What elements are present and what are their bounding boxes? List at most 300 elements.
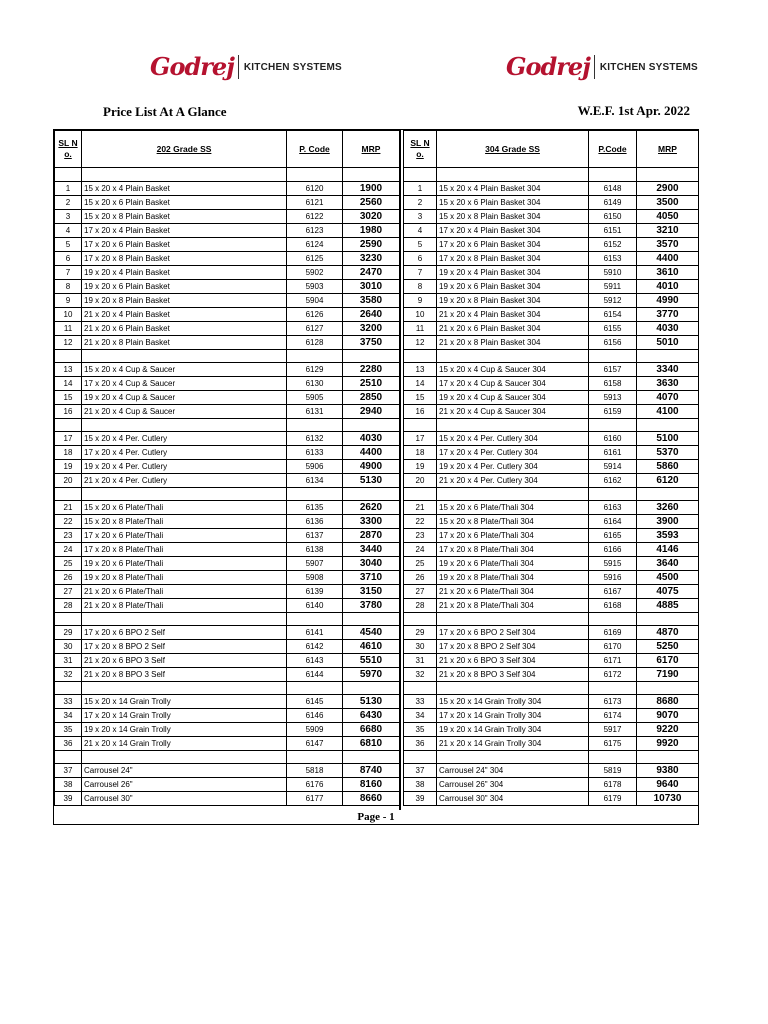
description-cell: 17 x 20 x 6 Plate/Thali	[82, 529, 287, 543]
table-row	[55, 280, 400, 294]
mrp-cell: 5100	[637, 432, 699, 446]
p-code-cell: 6159	[589, 405, 637, 419]
p-code-cell: 6146	[287, 709, 343, 723]
sl-no-cell: 24	[55, 543, 82, 557]
table-row	[55, 210, 400, 224]
mrp-cell: 8160	[343, 778, 400, 792]
description-cell: Carrousel 30" 304	[437, 792, 589, 806]
spacer-row	[55, 613, 400, 626]
brand-label: KITCHEN SYSTEMS	[243, 61, 342, 73]
spacer-row	[55, 751, 400, 764]
spacer-cell	[343, 168, 400, 182]
table-row	[55, 266, 400, 280]
sl-no-cell: 16	[404, 405, 437, 419]
description-cell: 19 x 20 x 14 Grain Trolly	[82, 723, 287, 737]
table-row	[55, 668, 400, 682]
p-code-cell: 6179	[589, 792, 637, 806]
table-row	[404, 626, 699, 640]
p-code-cell: 6155	[589, 322, 637, 336]
description-cell: 15 x 20 x 4 Per. Cutlery	[82, 432, 287, 446]
spacer-cell	[82, 488, 287, 501]
mrp-cell: 1900	[343, 182, 400, 196]
description-cell: 17 x 20 x 4 Cup & Saucer	[82, 377, 287, 391]
grade-202-rows	[55, 168, 400, 806]
sl-no-cell: 15	[55, 391, 82, 405]
sl-no-cell: 17	[55, 432, 82, 446]
spacer-cell	[404, 488, 437, 501]
p-code-cell: 6157	[589, 363, 637, 377]
table-row	[404, 210, 699, 224]
p-code-cell: 6149	[589, 196, 637, 210]
table-row	[404, 280, 699, 294]
table-row	[404, 432, 699, 446]
p-code-cell: 6147	[287, 737, 343, 751]
table-row	[404, 543, 699, 557]
mrp-cell: 3020	[343, 210, 400, 224]
sl-no-cell: 17	[404, 432, 437, 446]
p-code-cell: 5911	[589, 280, 637, 294]
spacer-cell	[82, 613, 287, 626]
spacer-cell	[589, 168, 637, 182]
table-row	[55, 764, 400, 778]
table-row	[55, 723, 400, 737]
p-code-cell: 6168	[589, 599, 637, 613]
spacer-cell	[589, 488, 637, 501]
table-row	[55, 377, 400, 391]
spacer-cell	[287, 613, 343, 626]
spacer-cell	[343, 419, 400, 432]
description-cell: 19 x 20 x 4 Plain Basket	[82, 266, 287, 280]
table-row	[404, 363, 699, 377]
mrp-cell: 7190	[637, 668, 699, 682]
p-code-cell: 5912	[589, 294, 637, 308]
sl-no-cell: 26	[404, 571, 437, 585]
table-row	[55, 599, 400, 613]
sl-no-cell: 6	[55, 252, 82, 266]
p-code-cell: 6177	[287, 792, 343, 806]
p-code-cell: 6122	[287, 210, 343, 224]
table-row	[404, 585, 699, 599]
sl-no-cell: 36	[404, 737, 437, 751]
sl-no-cell: 28	[404, 599, 437, 613]
sl-no-cell: 8	[404, 280, 437, 294]
table-row	[55, 626, 400, 640]
p-code-cell: 6134	[287, 474, 343, 488]
sl-no-cell: 34	[404, 709, 437, 723]
mrp-cell: 3150	[343, 585, 400, 599]
p-code-cell: 6154	[589, 308, 637, 322]
page-number: Page - 1	[357, 811, 395, 823]
table-row	[55, 640, 400, 654]
sl-no-cell: 8	[55, 280, 82, 294]
mrp-cell: 4400	[343, 446, 400, 460]
sl-no-cell: 39	[404, 792, 437, 806]
spacer-cell	[82, 682, 287, 695]
spacer-row	[55, 682, 400, 695]
description-cell: 15 x 20 x 6 Plate/Thali	[82, 501, 287, 515]
p-code-cell: 5914	[589, 460, 637, 474]
sl-no-cell: 16	[55, 405, 82, 419]
mrp-cell: 4540	[343, 626, 400, 640]
spacer-cell	[82, 350, 287, 363]
spacer-cell	[589, 350, 637, 363]
spacer-row	[404, 488, 699, 501]
sl-no-cell: 32	[55, 668, 82, 682]
description-cell: 19 x 20 x 6 Plate/Thali	[82, 557, 287, 571]
spacer-cell	[343, 613, 400, 626]
header-p-code: P.Code	[589, 131, 637, 168]
mrp-cell: 4050	[637, 210, 699, 224]
sl-no-cell: 34	[55, 709, 82, 723]
mrp-cell: 6170	[637, 654, 699, 668]
p-code-cell: 6148	[589, 182, 637, 196]
spacer-cell	[637, 682, 699, 695]
table-row	[55, 460, 400, 474]
p-code-cell: 6156	[589, 336, 637, 350]
brand-divider	[238, 55, 239, 79]
mrp-cell: 4100	[637, 405, 699, 419]
sl-no-cell: 10	[55, 308, 82, 322]
spacer-row	[404, 751, 699, 764]
table-row	[55, 529, 400, 543]
table-row	[404, 599, 699, 613]
table-row	[404, 266, 699, 280]
spacer-cell	[637, 751, 699, 764]
description-cell: 17 x 20 x 8 BPO 2 Self 304	[437, 640, 589, 654]
mrp-cell: 3340	[637, 363, 699, 377]
sl-no-cell: 36	[55, 737, 82, 751]
sl-no-cell: 37	[55, 764, 82, 778]
sl-no-cell: 29	[404, 626, 437, 640]
mrp-cell: 3593	[637, 529, 699, 543]
sl-no-cell: 1	[404, 182, 437, 196]
sl-no-cell: 14	[55, 377, 82, 391]
table-row	[55, 585, 400, 599]
sl-no-cell: 6	[404, 252, 437, 266]
mrp-cell: 3900	[637, 515, 699, 529]
description-cell: 15 x 20 x 4 Cup & Saucer	[82, 363, 287, 377]
sl-no-cell: 5	[404, 238, 437, 252]
description-cell: 17 x 20 x 8 Plate/Thali	[82, 543, 287, 557]
sl-no-cell: 20	[55, 474, 82, 488]
p-code-cell: 5905	[287, 391, 343, 405]
table-row	[404, 723, 699, 737]
table-row	[404, 196, 699, 210]
description-cell: 17 x 20 x 8 Plain Basket	[82, 252, 287, 266]
mrp-cell: 3040	[343, 557, 400, 571]
mrp-cell: 4400	[637, 252, 699, 266]
table-row	[55, 182, 400, 196]
mrp-cell: 10730	[637, 792, 699, 806]
description-cell: 17 x 20 x 4 Per. Cutlery	[82, 446, 287, 460]
sl-no-cell: 33	[404, 695, 437, 709]
p-code-cell: 5904	[287, 294, 343, 308]
description-cell: 19 x 20 x 6 Plain Basket	[82, 280, 287, 294]
sl-no-cell: 9	[404, 294, 437, 308]
mrp-cell: 9640	[637, 778, 699, 792]
table-row	[404, 778, 699, 792]
mrp-cell: 3210	[637, 224, 699, 238]
description-cell: 17 x 20 x 4 Per. Cutlery 304	[437, 446, 589, 460]
description-cell: 19 x 20 x 4 Cup & Saucer 304	[437, 391, 589, 405]
mrp-cell: 8660	[343, 792, 400, 806]
p-code-cell: 6171	[589, 654, 637, 668]
spacer-cell	[82, 751, 287, 764]
sl-no-cell: 22	[404, 515, 437, 529]
p-code-cell: 6142	[287, 640, 343, 654]
description-cell: 21 x 20 x 6 BPO 3 Self 304	[437, 654, 589, 668]
spacer-cell	[55, 488, 82, 501]
description-cell: 21 x 20 x 14 Grain Trolly 304	[437, 737, 589, 751]
description-cell: 17 x 20 x 14 Grain Trolly 304	[437, 709, 589, 723]
header-p-code: P. Code	[287, 131, 343, 168]
spacer-cell	[287, 488, 343, 501]
description-cell: 21 x 20 x 4 Cup & Saucer	[82, 405, 287, 419]
spacer-cell	[55, 682, 82, 695]
mrp-cell: 2870	[343, 529, 400, 543]
p-code-cell: 6127	[287, 322, 343, 336]
spacer-cell	[637, 168, 699, 182]
mrp-cell: 3300	[343, 515, 400, 529]
table-row	[404, 709, 699, 723]
description-cell: 17 x 20 x 8 Plate/Thali 304	[437, 543, 589, 557]
description-cell: 15 x 20 x 14 Grain Trolly 304	[437, 695, 589, 709]
sl-no-cell: 4	[404, 224, 437, 238]
spacer-cell	[287, 682, 343, 695]
description-cell: 21 x 20 x 4 Per. Cutlery	[82, 474, 287, 488]
p-code-cell: 6164	[589, 515, 637, 529]
sl-no-cell: 12	[404, 336, 437, 350]
mrp-cell: 4990	[637, 294, 699, 308]
grade-202-section	[54, 130, 399, 810]
sl-no-cell: 11	[55, 322, 82, 336]
header-sl-no: SL N o.	[404, 131, 437, 168]
description-cell: 21 x 20 x 6 Plain Basket	[82, 322, 287, 336]
sl-no-cell: 15	[404, 391, 437, 405]
table-row	[55, 363, 400, 377]
mrp-cell: 4010	[637, 280, 699, 294]
table-row	[55, 405, 400, 419]
mrp-cell: 4070	[637, 391, 699, 405]
p-code-cell: 5819	[589, 764, 637, 778]
mrp-cell: 6430	[343, 709, 400, 723]
table-row	[404, 474, 699, 488]
p-code-cell: 6152	[589, 238, 637, 252]
table-row	[55, 322, 400, 336]
spacer-cell	[343, 751, 400, 764]
spacer-cell	[404, 613, 437, 626]
mrp-cell: 3630	[637, 377, 699, 391]
description-cell: 15 x 20 x 8 Plate/Thali 304	[437, 515, 589, 529]
p-code-cell: 5913	[589, 391, 637, 405]
sl-no-cell: 11	[404, 322, 437, 336]
p-code-cell: 5917	[589, 723, 637, 737]
description-cell: 21 x 20 x 6 Plate/Thali 304	[437, 585, 589, 599]
sl-no-cell: 18	[55, 446, 82, 460]
description-cell: 19 x 20 x 8 Plain Basket	[82, 294, 287, 308]
p-code-cell: 6139	[287, 585, 343, 599]
p-code-cell: 6174	[589, 709, 637, 723]
table-row	[55, 557, 400, 571]
mrp-cell: 2850	[343, 391, 400, 405]
p-code-cell: 6141	[287, 626, 343, 640]
table-row	[55, 308, 400, 322]
description-cell: 15 x 20 x 14 Grain Trolly	[82, 695, 287, 709]
spacer-row	[55, 168, 400, 182]
mrp-cell: 8740	[343, 764, 400, 778]
table-row	[404, 460, 699, 474]
mrp-cell: 9380	[637, 764, 699, 778]
spacer-cell	[437, 168, 589, 182]
p-code-cell: 6151	[589, 224, 637, 238]
p-code-cell: 6175	[589, 737, 637, 751]
table-row	[55, 294, 400, 308]
spacer-cell	[404, 751, 437, 764]
table-row	[55, 238, 400, 252]
table-row	[404, 529, 699, 543]
p-code-cell: 6140	[287, 599, 343, 613]
description-cell: 17 x 20 x 6 BPO 2 Self	[82, 626, 287, 640]
spacer-row	[55, 419, 400, 432]
description-cell: 15 x 20 x 6 Plate/Thali 304	[437, 501, 589, 515]
sl-no-cell: 35	[404, 723, 437, 737]
table-row	[55, 709, 400, 723]
spacer-row	[55, 488, 400, 501]
sl-no-cell: 12	[55, 336, 82, 350]
sl-no-cell: 24	[404, 543, 437, 557]
spacer-cell	[343, 350, 400, 363]
mrp-cell: 8680	[637, 695, 699, 709]
header-grade: 304 Grade SS	[437, 131, 589, 168]
mrp-cell: 5510	[343, 654, 400, 668]
sl-no-cell: 38	[404, 778, 437, 792]
description-cell: Carrousel 30"	[82, 792, 287, 806]
sl-no-cell: 38	[55, 778, 82, 792]
sl-no-cell: 26	[55, 571, 82, 585]
p-code-cell: 5909	[287, 723, 343, 737]
mrp-cell: 3230	[343, 252, 400, 266]
p-code-cell: 6170	[589, 640, 637, 654]
p-code-cell: 6176	[287, 778, 343, 792]
description-cell: 19 x 20 x 4 Per. Cutlery 304	[437, 460, 589, 474]
mrp-cell: 3640	[637, 557, 699, 571]
p-code-cell: 6160	[589, 432, 637, 446]
spacer-cell	[589, 613, 637, 626]
description-cell: 21 x 20 x 8 Plain Basket	[82, 336, 287, 350]
p-code-cell: 6165	[589, 529, 637, 543]
description-cell: 19 x 20 x 6 Plate/Thali 304	[437, 557, 589, 571]
description-cell: 19 x 20 x 4 Plain Basket 304	[437, 266, 589, 280]
mrp-cell: 4030	[343, 432, 400, 446]
description-cell: 19 x 20 x 14 Grain Trolly 304	[437, 723, 589, 737]
mrp-cell: 3780	[343, 599, 400, 613]
table-row	[55, 737, 400, 751]
p-code-cell: 6158	[589, 377, 637, 391]
description-cell: 15 x 20 x 4 Per. Cutlery 304	[437, 432, 589, 446]
mrp-cell: 5370	[637, 446, 699, 460]
mrp-cell: 6680	[343, 723, 400, 737]
p-code-cell: 6144	[287, 668, 343, 682]
description-cell: 19 x 20 x 8 Plate/Thali 304	[437, 571, 589, 585]
p-code-cell: 6120	[287, 182, 343, 196]
table-row	[55, 543, 400, 557]
mrp-cell: 9220	[637, 723, 699, 737]
sl-no-cell: 21	[404, 501, 437, 515]
mrp-cell: 4885	[637, 599, 699, 613]
sl-no-cell: 19	[404, 460, 437, 474]
description-cell: Carrousel 26" 304	[437, 778, 589, 792]
effective-date: W.E.F. 1st Apr. 2022	[577, 103, 690, 118]
mrp-cell: 6120	[637, 474, 699, 488]
grade-202-table	[54, 130, 400, 806]
table-row	[404, 446, 699, 460]
p-code-cell: 6138	[287, 543, 343, 557]
description-cell: 15 x 20 x 4 Cup & Saucer 304	[437, 363, 589, 377]
description-cell: 21 x 20 x 4 Cup & Saucer 304	[437, 405, 589, 419]
mrp-cell: 4500	[637, 571, 699, 585]
spacer-cell	[287, 350, 343, 363]
table-row	[404, 792, 699, 806]
p-code-cell: 6172	[589, 668, 637, 682]
table-row	[55, 196, 400, 210]
brand-label: KITCHEN SYSTEMS	[599, 61, 698, 73]
mrp-cell: 2940	[343, 405, 400, 419]
p-code-cell: 5910	[589, 266, 637, 280]
table-row	[55, 391, 400, 405]
spacer-row	[404, 613, 699, 626]
p-code-cell: 6136	[287, 515, 343, 529]
table-row	[404, 336, 699, 350]
sl-no-cell: 9	[55, 294, 82, 308]
table-row	[404, 252, 699, 266]
p-code-cell: 6124	[287, 238, 343, 252]
p-code-cell: 6129	[287, 363, 343, 377]
spacer-cell	[437, 751, 589, 764]
sl-no-cell: 30	[55, 640, 82, 654]
p-code-cell: 6123	[287, 224, 343, 238]
header-sl-no: SL N o.	[55, 131, 82, 168]
sl-no-cell: 31	[55, 654, 82, 668]
table-row	[404, 501, 699, 515]
section-divider	[399, 130, 401, 810]
description-cell: 15 x 20 x 8 Plate/Thali	[82, 515, 287, 529]
description-cell: 21 x 20 x 8 Plate/Thali	[82, 599, 287, 613]
spacer-row	[404, 350, 699, 363]
mrp-cell: 5130	[343, 474, 400, 488]
spacer-cell	[287, 751, 343, 764]
p-code-cell: 6169	[589, 626, 637, 640]
table-row	[55, 224, 400, 238]
p-code-cell: 5915	[589, 557, 637, 571]
sl-no-cell: 32	[404, 668, 437, 682]
p-code-cell: 6128	[287, 336, 343, 350]
table-row	[404, 182, 699, 196]
mrp-cell: 3750	[343, 336, 400, 350]
spacer-row	[404, 419, 699, 432]
brand-script: Godrej	[506, 52, 590, 81]
description-cell: 17 x 20 x 6 Plate/Thali 304	[437, 529, 589, 543]
description-cell: 19 x 20 x 8 Plain Basket 304	[437, 294, 589, 308]
table-row	[404, 695, 699, 709]
p-code-cell: 6178	[589, 778, 637, 792]
mrp-cell: 1980	[343, 224, 400, 238]
sl-no-cell: 39	[55, 792, 82, 806]
mrp-cell: 4870	[637, 626, 699, 640]
sl-no-cell: 7	[404, 266, 437, 280]
sl-no-cell: 33	[55, 695, 82, 709]
p-code-cell: 6150	[589, 210, 637, 224]
mrp-cell: 3580	[343, 294, 400, 308]
